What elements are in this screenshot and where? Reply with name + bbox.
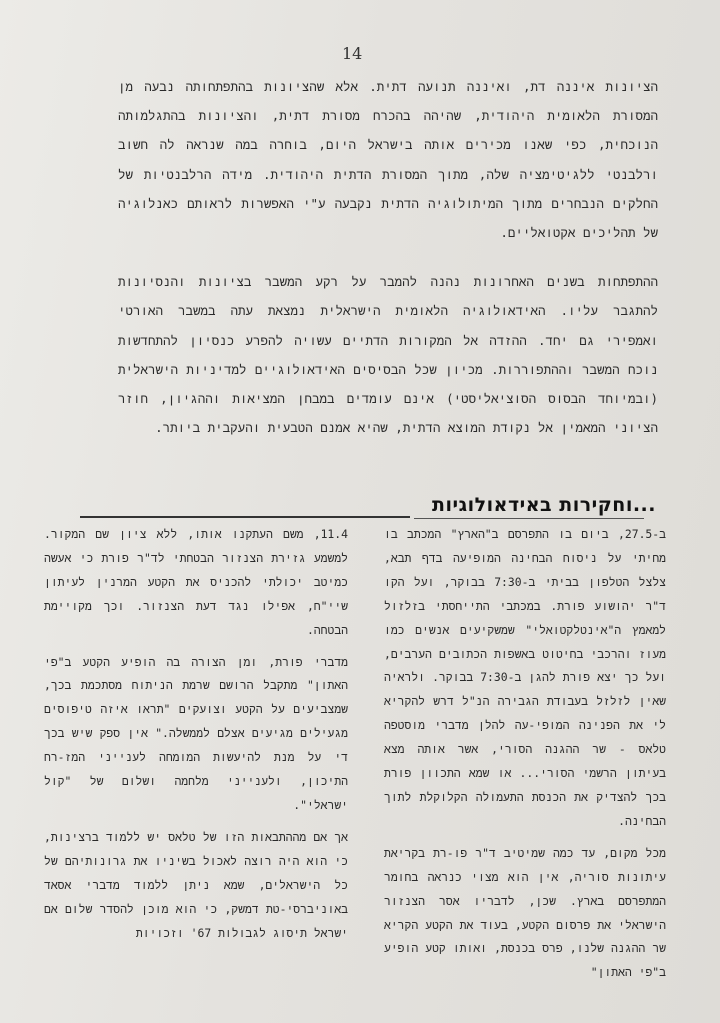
left-column-paragraph-1: 11.4, משם העתקנו אותו, ללא ציון שם המקור. למשמע גזירת הצנזור הבטחתי לד"ר פורת כי אעשה כמיטב יכולתי להכניס את הקטע המרנין לעיתון שיי"ח, אפילו נגד דעת הצנזור. וכך מקויימת הבטחה. (44, 527, 348, 637)
page-number: 14 (342, 44, 363, 63)
section-heading-row (76, 494, 656, 524)
intro-paragraph-2: ההתפתחות בשנים האחרונות נהנה להמבר על רקע המשבר בציונות והנסיונות להתגבר עליו. האידאולוגיה הלאומית הישראלית נמצאת עתה במשבר האורטי ואמפירי גם יחד. ההזדה אל המקורות הדתיים עשויה להפרע כנסיון להתחדשות נוכח המשבר וההתפוררות. מכיון שכל הבסיסים האידאולוגיים למדיניות הישראלית (ובמיוחד הבסוס הסוציאליסטי) אינם עומדים במבחן המציאות וההגיון, חוזר הציוני המאמין אל נקודת המוצא הדתית, שהיא אמנם הטבעית והעקבית ביותר. (118, 274, 658, 436)
heading-underline (414, 518, 644, 519)
intro-paragraph-1: הציונות איננה דת, ואיננה תנועה דתית. אלא שהציונות בהתפתחותה נבעה מן המסורת הלאומית היהודית, שהיהה בהכרח מסורת דתית, והציונות בהתגלמותה הנוכחית, כפי שאנו מכירים אותה בישראל היום, בוחרה במה שנראה לה חשוב ורלבנטי ללגיטימציה שלה, מתוך המסורת הדתית היהודית. מידה הרלבנטיות של החלקים הנבחרים מתוך המיתולוגיה הדתית נקבעה ע"י האפשרות לראותם כאנלוגיה של תהליכים אקטואליים. (118, 79, 658, 241)
section-heading: ...וחקירות באידאולוגיות (431, 494, 656, 516)
right-column-paragraph-2: מכל מקום, עד כמה שמיטיב ד"ר פו-רת בקריאת עיתונות סוריה, אין הוא מצוי כנראה בחומר המתפרסם בארץ. שכן, לדבריו אסר הצנזור הישראלי את פרסום הקטע, בעוד את הקטע הקריא שר ההגנה שלנו, פרס בכנסת, ואותו קטע הופיע ב"פי האתון" (384, 845, 666, 980)
right-column (384, 523, 666, 993)
left-column (44, 523, 348, 953)
left-column-paragraph-3: אך אם מההתבאות הזו של טלאס יש ללמוד ברצינות, כי הוא היה רוצה לאכול בשיניו את גרונותיהם של כל הישראלים, שמא ניתן ללמוד מדברי אסאד באוניברסי-טת דמשק, כי הוא מוכן להסדר שלום אם ישראל תיסוג לגבולות 67' וזכויות (44, 829, 348, 940)
left-column-paragraph-2: מדברי פורת, ומן הצורה בה הופיע הקטע ב"פי האתון" מתקבל הרושם שרמת הניתוח מסתכמת בכך, שמצביעים על הקטע וצועקים "תראו איזה טיפוסים מגעילים מגיעים אצלם לממשלה." אין ספק שיש בכך די על מנת להיעשות המומחה לענייני המז-רח התיכון, ולענייני מלחמה ושלום של "קול ישראלי". (44, 654, 348, 812)
heading-rule (80, 516, 410, 518)
right-column-paragraph-1: ב-27.5, ביום בו התפרסם ב"הארץ" המכתב בו מחיתי על ניסוח הבחינה המופיעה בדף תבא, צלצל הטלפון בביתי ב-7:30 בבוקר, ועל הקו ד"ר יהושוע פורת. במכתבי התייחסתי בזלזול למאמץ ה"אינטלקטואלי" שמשקיעים אנשים כמו מעוז והרכבי בחיטוט באשפות הכתובים הערבים, ועל כך יצא פורת להגן ב-7:30 בבוקר. ולראיה שאין לזלזל בעבודת הגבירה הנ"ל דרש להקריא לי את הפנינה המופי-עה להלן מדברי מוסטפה טלאס - שר ההגנה הסורי, אשר אותה מצא בעיתון הרשמי הסורי... או שמא התכוון פורת בכך להצדיק את הכנסת התעמולה הקלוקלת לתוך הבחינה. (384, 527, 667, 828)
intro-text (118, 72, 658, 462)
